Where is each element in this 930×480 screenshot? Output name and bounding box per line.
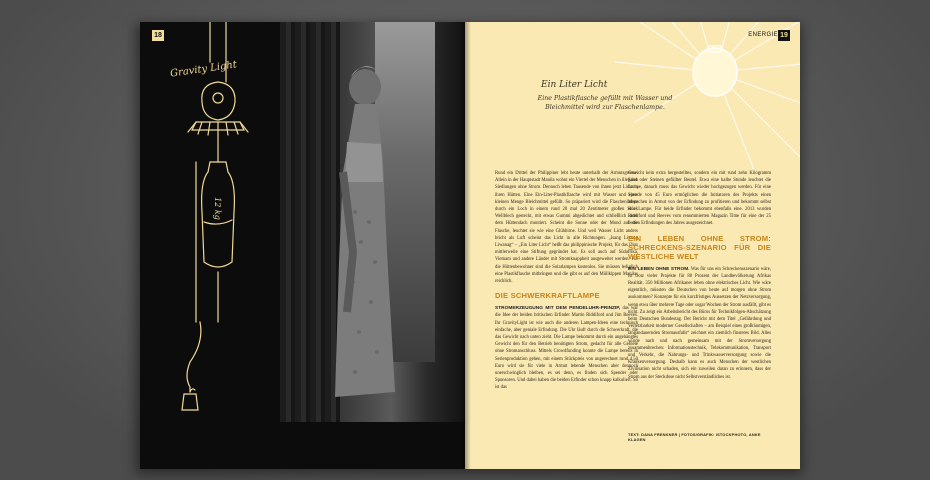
- right-page: [465, 22, 800, 469]
- gravity-light-label: Gravity Light: [169, 59, 238, 80]
- body-text: [628, 266, 771, 381]
- gravity-light-illustration: [140, 22, 280, 469]
- weight-label: 12 kg: [212, 197, 222, 220]
- left-page: [140, 22, 465, 469]
- body-text: [495, 305, 638, 391]
- woman-silhouette: [325, 52, 405, 412]
- body-text-continued: Was für uns ein Schreckensszenario wäre, ist trotz vieler Projekte für 80 Prozent der Landbevölkerung Afrikas Realität. 350 Millionen Afrikaner leben ohne elektrisches Licht. Wie wäre eigentlich, müssten die Deutschen von heute auf morgen ohne Strom auskommen? Konzepte für ein kurzfristiges Aussetzen der Netzversorgung, wenn etwa über mehrere Tage oder sogar Wochen der Strom ausfällt, gibt es nicht. Zu zeigt ein Arbeitsbericht des Büros für Technikfolgen-Abschätzung beim Deutschen Bundestag. Der Bericht mit dem Titel „Gefährdung und Verletzbarkeit moderner Gesellschaften – am Beispiel eines großräumigen, langandauernden Stromausfalls“ zeichnet ein ziemlich finsteres Bild. Alles würde nach und nach gemeinsam mit der Stromversorgung zusammenbrechen: Informationstechnik, Telekommunikation, Transport und Verkehr, die Nahrungs- und Trinkwasserversorgung sowie die Krankenversorgung. Deshalb kann es auch Menschen der westlichen Zivilisation nicht schaden, sich ein zuweilen daran zu erinnern, dass der Strom aus der Steckdose nicht Selbstverständliches ist.: [628, 266, 771, 380]
- photo-credit: TEXT: DANA FRENKNER | FOTOS/GRAFIK: ISTOCKPHOTO, ANKE KLAGEN: [628, 432, 761, 442]
- article-subheadline: Eine Plastikflasche gefüllt mit Wasser und Bleichmittel wird zur Flaschenlampe.: [537, 95, 673, 111]
- section-heading: EIN LEBEN OHNE STROM: SCHRECKENS-SZENARIO FÜR DIE WESTLICHE WELT: [628, 233, 771, 261]
- text-column-2: [628, 170, 771, 381]
- body-text-continued: das war die Idee der beiden britischen Erfinder Martin Riddiford und Jim Reeves. Ihr GravityLight ist wie auch die anderen Lampen-Ideen eine technisch einfache, aber geniale Erfindung. Die Uhr läuft durch die Schwerkraft, die das Gewicht nach unten zieht. Die Lampe bekommt durch ein angehängtes Gewicht den für den Betrieb benötigten Strom, gedacht für alle Gebiete ohne Stromanschluss. Mittels Crowdfunding konnte die Lampe bereits in Serienproduktion gehen, mit einem Stückpreis von ungerechnet rund 4,50 Euro wird sie für viele in Armut lebende Menschen aber dennoch unerschwinglich bleiben, es sei denn, es finden sich Spender oder Sponsoren. Und dabei haben die beiden Erfinder schon knapp kalkuliert. So ist das: [495, 306, 638, 391]
- lead-in: STROMERZEUGUNG MIT DEM PENDELUHR-PRINZIP,: [495, 306, 621, 312]
- section-label: ENERGIE: [748, 32, 778, 38]
- page-number-left: 18: [152, 30, 164, 41]
- text-column-1: [495, 170, 638, 392]
- section-heading: DIE SCHWERKRAFTLAMPE: [495, 291, 600, 301]
- body-text: Rund ein Drittel der Philippiner lebt heute unterhalb der Armutsgrenze. Allein in der Hauptstadt Manila wohnt ein Viertel der Menschen in illegalen Siedlungen ohne Strom. Dennoch leben Tausende von ihnen jetzt Licht in ihren Hütten. Eine Ein-Liter-Plastikflasche wird mit Wasser und einer kleinen Menge Bleichmittel gefüllt. So präpariert wird die Flaschenlampe durch ein Loch in einem rund 20 mal 20 Zentimeter großen Stück Wellblech gesteckt, mit etwas Gummi abgedichtet und schließlich unter dem Hüttendach montiert. Scheint die Sonne oder der Mond auf die Flasche, leuchtet sie wie eine Glühbirne. Und weil Wasser Licht anders bricht als Luft scheint das Licht in alle Richtungen. „Isang Litrong Liwanag“ – „Ein Liter Licht“ heißt das philippinische Projekt, für das Diaz mittlerweile eine Stiftung gegründet hat. Es soll auch auf Südafrika, Vietnam und andere Länder mit Stromknappheit ausgeweitet werden. Für die Hüttenbewohner sind die Solarlampen kostenlos. Sie müssen lediglich eine Plastikflasche mitbringen und die gibt es auf den Müllkippen Manilas reichlich.: [495, 171, 638, 285]
- page-number-right: 19: [778, 30, 790, 41]
- body-text: Gewicht kein extra hergestelltes, sondern ein mit rund zehn Kilogramm Sand oder Steinen gefüllter Beutel. Etwa eine halbe Stunde leuchtet die Lampe, danach muss das Gewicht wieder hochgezogen werden. Für eine Spende von 45 Euro ermöglichen die Initiatoren des Projekts einen Menschen in Armut von der Erfindung zu profitieren und bekommt selbst eine Lampe. Für beide Erfinder bekommt ebenfalls eine. 2013 wurden Riddiford und Reeves vom renommierten Magazin Time für eine der 25 besten Erfindungen des Jahres ausgezeichnet.: [628, 171, 771, 227]
- lead-in: EIN LEBEN OHNE STROM.: [628, 266, 690, 272]
- woman-photo: [280, 22, 465, 422]
- article-headline: Ein Liter Licht: [541, 80, 608, 90]
- spine-fold: [459, 22, 471, 469]
